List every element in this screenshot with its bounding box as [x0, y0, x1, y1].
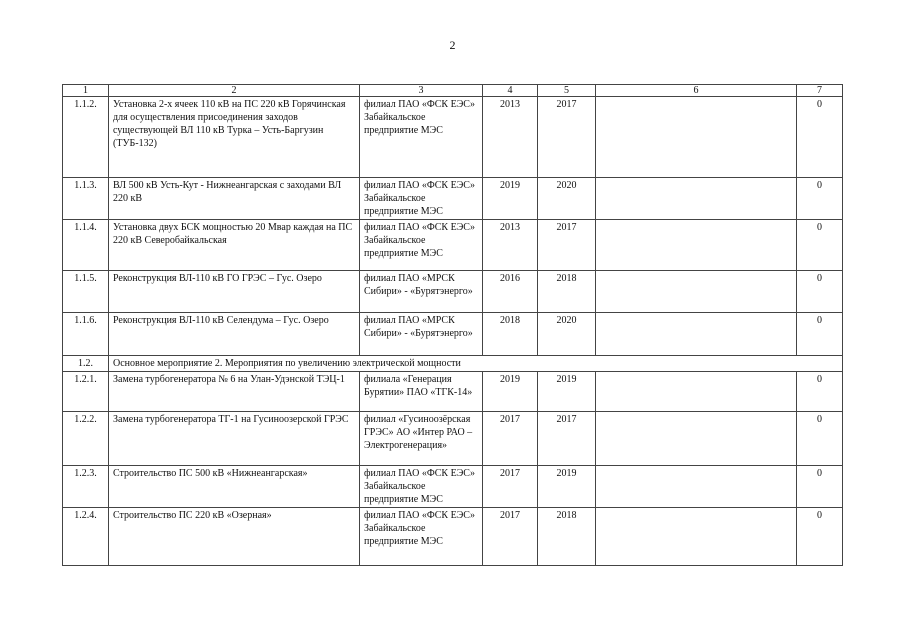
row-number: 1.2.1. — [63, 372, 109, 412]
column-header: 1 — [63, 85, 109, 97]
column-6-cell — [596, 466, 797, 508]
table-row — [63, 97, 843, 178]
column-7-value: 0 — [797, 178, 843, 220]
start-year: 2016 — [483, 271, 538, 313]
table-row — [63, 466, 843, 508]
column-6-cell — [596, 220, 797, 271]
column-6-cell — [596, 178, 797, 220]
measure-name: Замена турбогенератора № 6 на Улан-Удэнской ТЭЦ-1 — [109, 372, 360, 412]
table-row — [63, 178, 843, 220]
column-header: 7 — [797, 85, 843, 97]
end-year: 2019 — [538, 466, 596, 508]
start-year: 2019 — [483, 178, 538, 220]
executor: филиал ПАО «ФСК ЕЭС» Забайкальское предприятие МЭС — [360, 466, 483, 508]
column-header: 3 — [360, 85, 483, 97]
row-number: 1.1.6. — [63, 313, 109, 356]
row-number: 1.1.4. — [63, 220, 109, 271]
executor: филиал ПАО «ФСК ЕЭС» Забайкальское предприятие МЭС — [360, 508, 483, 566]
end-year: 2018 — [538, 271, 596, 313]
executor: филиал ПАО «ФСК ЕЭС» Забайкальское предприятие МЭС — [360, 97, 483, 178]
executor: филиал ПАО «МРСК Сибири» - «Бурятэнерго» — [360, 313, 483, 356]
row-number: 1.2.3. — [63, 466, 109, 508]
column-7-value: 0 — [797, 508, 843, 566]
column-7-value: 0 — [797, 313, 843, 356]
executor: филиал ПАО «МРСК Сибири» - «Бурятэнерго» — [360, 271, 483, 313]
row-number: 1.2. — [63, 356, 109, 372]
column-header: 5 — [538, 85, 596, 97]
column-6-cell — [596, 508, 797, 566]
end-year: 2017 — [538, 220, 596, 271]
row-number: 1.1.2. — [63, 97, 109, 178]
start-year: 2018 — [483, 313, 538, 356]
column-6-cell — [596, 372, 797, 412]
column-7-value: 0 — [797, 97, 843, 178]
column-6-cell — [596, 97, 797, 178]
section-row — [63, 356, 843, 372]
column-7-value: 0 — [797, 466, 843, 508]
measure-name: Установка 2-х ячеек 110 кВ на ПС 220 кВ Горячинская для осуществления присоединения заходов существующей ВЛ 110 кВ Турка – Усть-Баргузин (ТУБ-132) — [109, 97, 360, 178]
measure-name: Строительство ПС 500 кВ «Нижнеангарская» — [109, 466, 360, 508]
executor: филиал «Гусиноозёрская ГРЭС» АО «Интер РАО – Электрогенерация» — [360, 412, 483, 466]
row-number: 1.1.5. — [63, 271, 109, 313]
end-year: 2018 — [538, 508, 596, 566]
start-year: 2013 — [483, 97, 538, 178]
column-7-value: 0 — [797, 412, 843, 466]
column-7-value: 0 — [797, 372, 843, 412]
table-body — [63, 85, 843, 566]
section-title: Основное мероприятие 2. Мероприятия по увеличению электрической мощности — [109, 356, 843, 372]
end-year: 2019 — [538, 372, 596, 412]
column-6-cell — [596, 412, 797, 466]
measure-name: Реконструкция ВЛ-110 кВ ГО ГРЭС – Гус. Озеро — [109, 271, 360, 313]
measure-name: Реконструкция ВЛ-110 кВ Селендума – Гус. Озеро — [109, 313, 360, 356]
end-year: 2020 — [538, 178, 596, 220]
column-number-row — [63, 85, 843, 97]
column-6-cell — [596, 313, 797, 356]
column-7-value: 0 — [797, 271, 843, 313]
end-year: 2017 — [538, 97, 596, 178]
end-year: 2020 — [538, 313, 596, 356]
column-6-cell — [596, 271, 797, 313]
page-number: 2 — [449, 38, 456, 52]
table-row — [63, 220, 843, 271]
column-header: 4 — [483, 85, 538, 97]
start-year: 2017 — [483, 412, 538, 466]
measure-name: Установка двух БСК мощностью 20 Мвар каждая на ПС 220 кВ Северобайкальская — [109, 220, 360, 271]
column-header: 6 — [596, 85, 797, 97]
table-row — [63, 372, 843, 412]
executor: филиал ПАО «ФСК ЕЭС» Забайкальское предприятие МЭС — [360, 220, 483, 271]
measures-table — [62, 84, 843, 566]
table-row — [63, 508, 843, 566]
start-year: 2013 — [483, 220, 538, 271]
row-number: 1.2.4. — [63, 508, 109, 566]
column-7-value: 0 — [797, 220, 843, 271]
executor: филиала «Генерация Бурятии» ПАО «ТГК-14» — [360, 372, 483, 412]
row-number: 1.1.3. — [63, 178, 109, 220]
measure-name: Строительство ПС 220 кВ «Озерная» — [109, 508, 360, 566]
measure-name: Замена турбогенератора ТГ-1 на Гусиноозерской ГРЭС — [109, 412, 360, 466]
executor: филиал ПАО «ФСК ЕЭС» Забайкальское предприятие МЭС — [360, 178, 483, 220]
row-number: 1.2.2. — [63, 412, 109, 466]
table-row — [63, 313, 843, 356]
start-year: 2017 — [483, 508, 538, 566]
table-row — [63, 271, 843, 313]
start-year: 2017 — [483, 466, 538, 508]
column-header: 2 — [109, 85, 360, 97]
table-row — [63, 412, 843, 466]
measure-name: ВЛ 500 кВ Усть-Кут - Нижнеангарская с заходами ВЛ 220 кВ — [109, 178, 360, 220]
end-year: 2017 — [538, 412, 596, 466]
start-year: 2019 — [483, 372, 538, 412]
